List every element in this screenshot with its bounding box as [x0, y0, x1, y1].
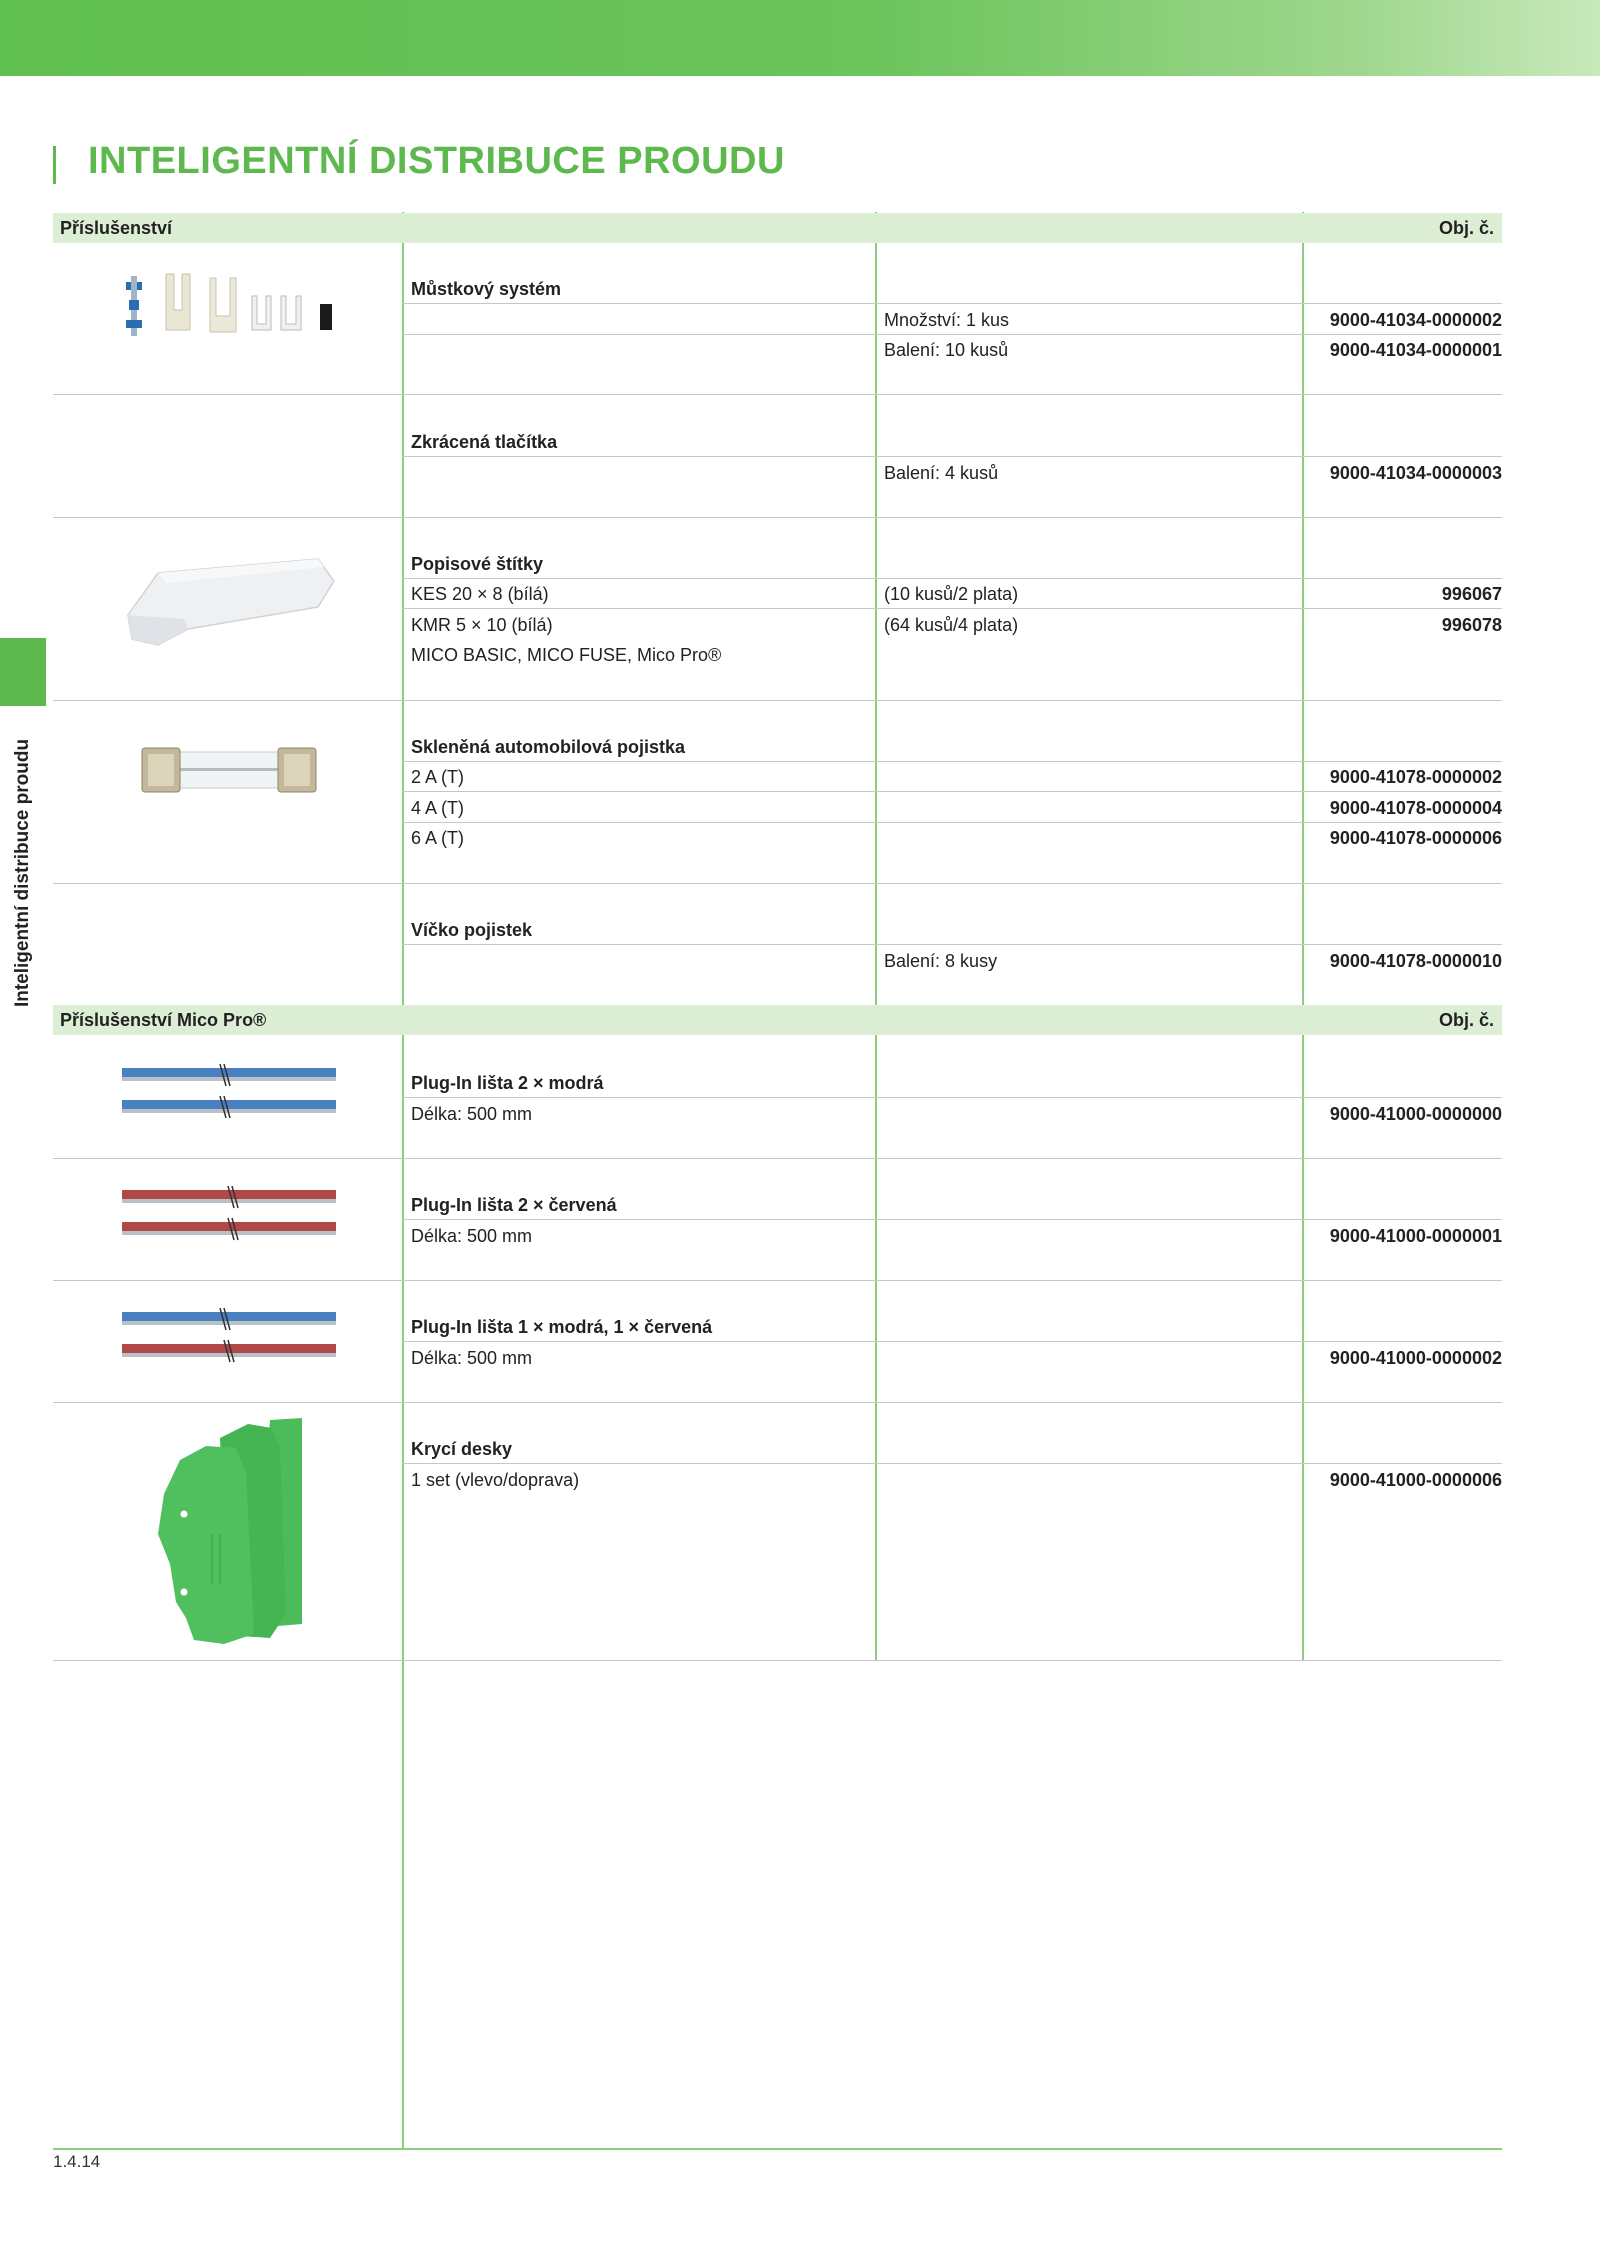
- product-divider: [53, 700, 1502, 701]
- product-name: Zkrácená tlačítka: [411, 432, 558, 452]
- section-header-accessories: [53, 213, 1502, 243]
- product-quantity: (64 kusů/4 plata): [884, 615, 1019, 635]
- order-number: 996067: [1441, 584, 1502, 604]
- product-divider: [53, 1280, 1502, 1281]
- product-variant: 2 A (T): [411, 767, 465, 787]
- row-divider: [402, 1463, 1502, 1464]
- order-number: 9000-41078-0000010: [1329, 951, 1502, 971]
- product-name: Plug-In lišta 1 × modrá, 1 × červená: [411, 1317, 713, 1337]
- product-quantity: (10 kusů/2 plata): [884, 584, 1019, 604]
- row-divider: [402, 456, 1502, 457]
- chapter-side-label-text: Inteligentní distribuce proudu: [12, 738, 33, 1008]
- product-quantity: Balení: 10 kusů: [884, 340, 1009, 360]
- product-quantity: Balení: 8 kusy: [884, 951, 998, 971]
- row-divider: [402, 791, 1502, 792]
- product-length: Délka: 500 mm: [411, 1226, 533, 1246]
- product-variant: 6 A (T): [411, 828, 465, 848]
- order-number: 9000-41034-0000001: [1329, 340, 1502, 360]
- row-divider: [402, 578, 1502, 579]
- column-divider-code: [1302, 212, 1304, 1660]
- order-number: 9000-41000-0000006: [1329, 1470, 1502, 1490]
- product-compatibility: MICO BASIC, MICO FUSE, Mico Pro®: [411, 645, 722, 665]
- column-divider-image: [402, 212, 404, 2148]
- order-number-header: Obj. č.: [1438, 218, 1494, 238]
- product-divider: [53, 883, 1502, 884]
- row-divider: [402, 303, 1502, 304]
- product-quantity: Balení: 4 kusů: [884, 463, 999, 483]
- row-divider: [402, 944, 1502, 945]
- order-number: 9000-41000-0000001: [1329, 1226, 1502, 1246]
- title-accent-bar: [53, 146, 56, 184]
- section-title: Příslušenství: [60, 218, 173, 238]
- bridge-system-icon: [118, 270, 338, 342]
- product-divider: [53, 394, 1502, 395]
- row-divider: [402, 608, 1502, 609]
- product-length: Délka: 500 mm: [411, 1104, 533, 1124]
- product-set: 1 set (vlevo/doprava): [411, 1470, 580, 1490]
- order-number: 996078: [1441, 615, 1502, 635]
- product-name: Skleněná automobilová pojistka: [411, 737, 686, 757]
- label-plate-icon: [118, 545, 340, 653]
- product-name: Plug-In lišta 2 × červená: [411, 1195, 617, 1215]
- blue-red-plugin-bar-icon: [120, 1308, 338, 1364]
- page-number: 1.4.14: [53, 2152, 101, 2171]
- order-number: 9000-41034-0000003: [1329, 463, 1502, 483]
- order-number: 9000-41078-0000006: [1329, 828, 1502, 848]
- glass-fuse-icon: [138, 744, 320, 796]
- product-name: Víčko pojistek: [411, 920, 533, 940]
- page-title: INTELIGENTNÍ DISTRIBUCE PROUDU: [88, 140, 785, 182]
- product-divider: [53, 517, 1502, 518]
- product-variant: 4 A (T): [411, 798, 465, 818]
- product-divider: [53, 1402, 1502, 1403]
- row-divider: [402, 1341, 1502, 1342]
- blue-plugin-bar-icon: [120, 1064, 338, 1120]
- chapter-side-label: [0, 730, 46, 1016]
- product-name: Můstkový systém: [411, 279, 562, 299]
- order-number-header: Obj. č.: [1438, 1010, 1494, 1030]
- row-divider: [402, 822, 1502, 823]
- product-quantity: Množství: 1 kus: [884, 310, 1010, 330]
- row-divider: [402, 761, 1502, 762]
- red-plugin-bar-icon: [120, 1186, 338, 1242]
- product-divider: [53, 1158, 1502, 1159]
- product-divider: [53, 1660, 1502, 1661]
- chapter-tab-marker: [0, 638, 46, 706]
- order-number: 9000-41078-0000002: [1329, 767, 1502, 787]
- product-name: Plug-In lišta 2 × modrá: [411, 1073, 604, 1093]
- product-name: Popisové štítky: [411, 554, 544, 574]
- top-green-band: [0, 0, 1600, 76]
- product-name: Krycí desky: [411, 1439, 513, 1459]
- product-length: Délka: 500 mm: [411, 1348, 533, 1368]
- order-number: 9000-41078-0000004: [1329, 798, 1502, 818]
- column-divider-qty: [875, 212, 877, 1660]
- order-number: 9000-41034-0000002: [1329, 310, 1502, 330]
- order-number: 9000-41000-0000000: [1329, 1104, 1502, 1124]
- row-divider: [402, 334, 1502, 335]
- row-divider: [402, 1097, 1502, 1098]
- row-divider: [402, 1219, 1502, 1220]
- section-title: Příslušenství Mico Pro®: [60, 1010, 267, 1030]
- order-number: 9000-41000-0000002: [1329, 1348, 1502, 1368]
- product-variant: KES 20 × 8 (bílá): [411, 584, 549, 604]
- footer-rule: [53, 2148, 1502, 2150]
- section-header-mico-pro-accessories: [53, 1005, 1502, 1035]
- cover-plates-icon: [150, 1414, 310, 1648]
- product-variant: KMR 5 × 10 (bílá): [411, 615, 553, 635]
